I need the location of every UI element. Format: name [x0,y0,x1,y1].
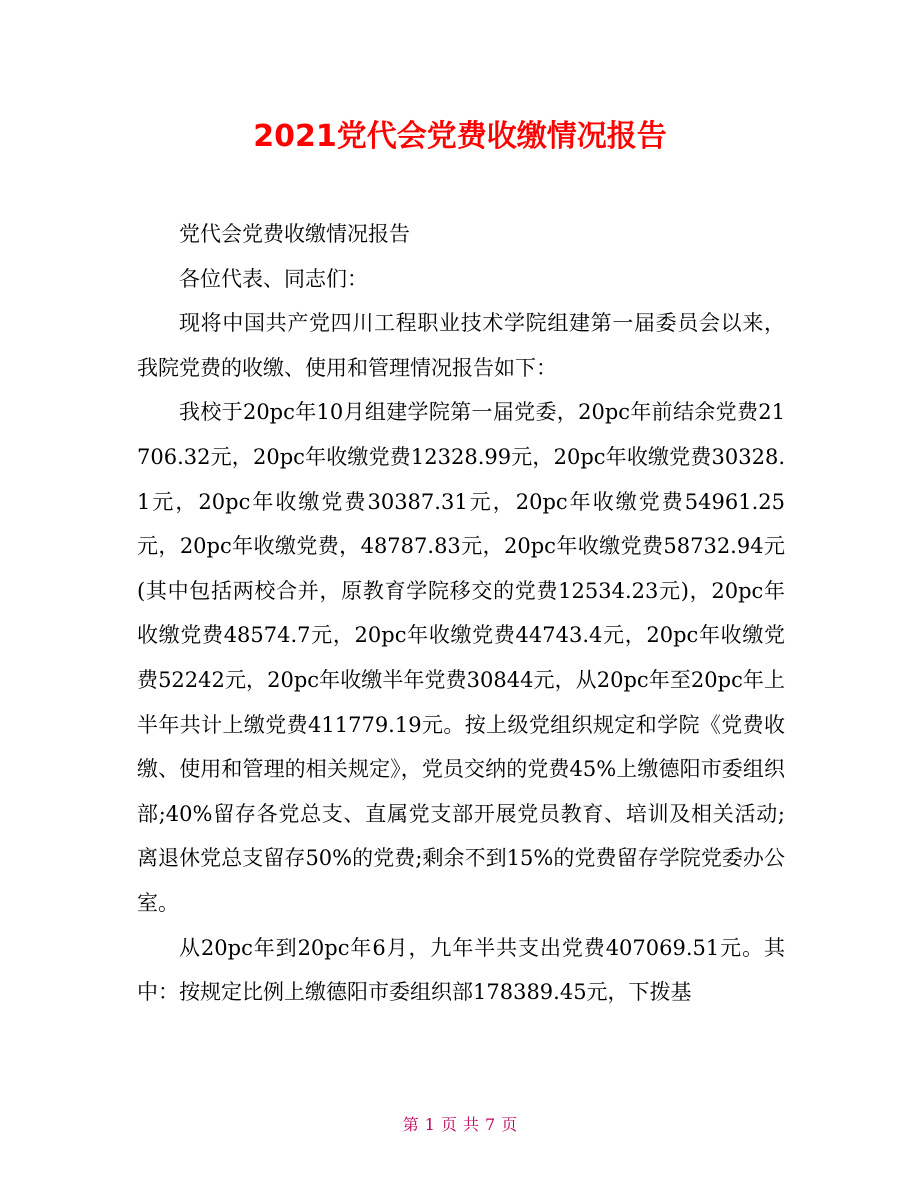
paragraph-heading: 党代会党费收缴情况报告 [179,222,410,246]
page-number-footer [0,1113,920,1137]
footer-page-word: 页 [440,1115,457,1134]
paragraph-intro: 现将中国共产党四川工程职业技术学院组建第一届委员会以来，我院党费的收缴、使用和管理情况报告如下： [137,311,785,380]
paragraph-collection: 我校于20pc年10月组建学院第一届党委，20pc年前结余党费21706.32元，20pc年收缴党费12328.99元，20pc年收缴党费30328.1元，20pc年收缴党费30387.31元，20pc年收缴党费54961.25元，20pc年收缴党费，48787.83元，20pc年收缴党费58732.94元(其中包括两校合并，原教育学院移交的党费12534.23元)，20pc年收缴党费48574.7元，20pc年收缴党费44743.4元，20pc年收缴党费52242元，20pc年收缴半年党费30844元，从20pc年至20pc年上半年共计上缴党费411779.19元。按上级党组织规定和学院《党费收缴、使用和管理的相关规定》，党员交纳的党费45%上缴德阳市委组织部;40%留存各党总支、直属党支部开展党员教育、培训及相关活动;离退休党总支留存50%的党费;剩余不到15%的党费留存学院党委办公室。 [137,400,785,915]
paragraph-expenditure: 从20pc年到20pc年6月，九年半共支出党费407069.51元。其中：按规定比例上缴德阳市委组织部178389.45元，下拨基 [137,935,785,1005]
footer-current-page: 1 [424,1115,435,1134]
footer-total-word: 共 [463,1115,480,1134]
footer-prefix: 第 [402,1115,419,1134]
document-body [137,212,785,1015]
document-title: 2021党代会党费收缴情况报告 [253,119,667,154]
footer-total-pages: 7 [485,1115,496,1134]
footer-suffix: 页 [501,1115,518,1134]
paragraph-salutation: 各位代表、同志们： [179,266,368,291]
